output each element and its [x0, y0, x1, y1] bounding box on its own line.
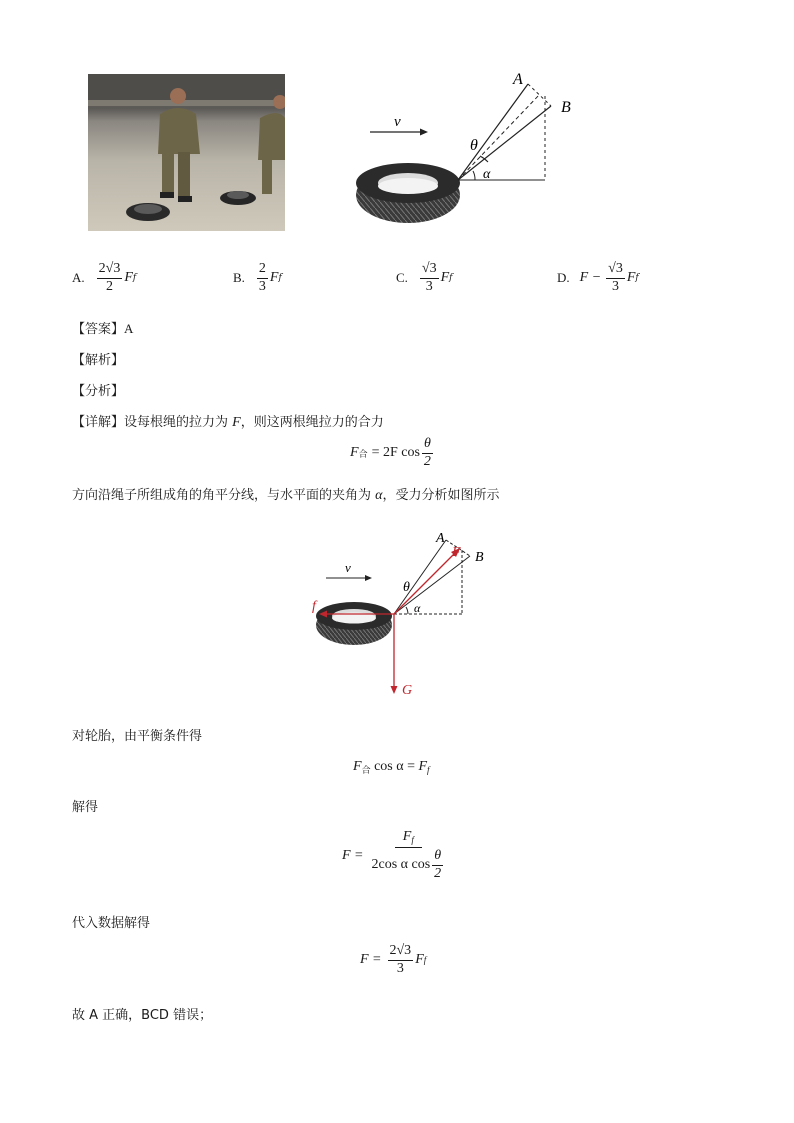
equation-balance: $F_合$ $\cos \alpha = F_f$ [353, 759, 430, 775]
figure1-tire-diagram [350, 70, 600, 225]
answer-value: A [124, 321, 134, 336]
f-label: f [312, 599, 316, 614]
option-d: D. F − $\frac{√3}{3}$ F f [557, 261, 639, 294]
option-c: C. $\frac{√3}{3}$ F f [396, 261, 453, 294]
alpha-label-2: α [414, 601, 421, 615]
tire-icon [356, 163, 460, 223]
answer-line: 【答案】A [72, 321, 134, 337]
theta-label: θ [470, 137, 478, 154]
A-label-2: A [436, 531, 445, 546]
figure2-force-diagram [310, 528, 510, 703]
option-a: A. $\frac{2√3}{2}$ F f [72, 261, 137, 294]
A-label: A [513, 71, 523, 88]
fenxi-heading: 【分析】 [72, 384, 125, 399]
conclusion-line: 故 A 正确，BCD 错误； [72, 1008, 213, 1023]
v-label: v [394, 114, 401, 130]
solve-line: 解得 [72, 800, 99, 815]
substitute-line: 代入数据解得 [72, 916, 151, 931]
G-label: G [402, 683, 413, 698]
direction-line: 方向沿绳子所组成角的角平分线，与水平面的夹角为 α，受力分析如图所示 [72, 488, 500, 503]
F-label: F [452, 545, 461, 560]
option-b: B. $\frac{2}{3}$ F f [233, 261, 282, 294]
analysis-heading: 【解析】 [72, 353, 125, 368]
equation-solution: F = $F_f$ 2cos α cos $\frac{\theta}{2}$ [342, 829, 442, 882]
B-label-2: B [475, 550, 484, 565]
photo-soldiers-pulling-tires [88, 74, 285, 231]
theta-label-2: θ [403, 580, 410, 595]
v-label-2: v [345, 560, 351, 575]
tire-icon [316, 602, 392, 645]
B-label: B [561, 99, 571, 116]
equation-resultant: F 合 = 2F cos $\frac{\theta}{2}$ [350, 436, 431, 469]
equation-result: F = $\frac{2√3}{3}$ F f [360, 943, 427, 976]
alpha-label: α [483, 167, 491, 182]
tire-line: 对轮胎，由平衡条件得 [72, 729, 203, 744]
detail-line: 【详解】设每根绳的拉力为 F，则这两根绳拉力的合力 [72, 415, 384, 430]
